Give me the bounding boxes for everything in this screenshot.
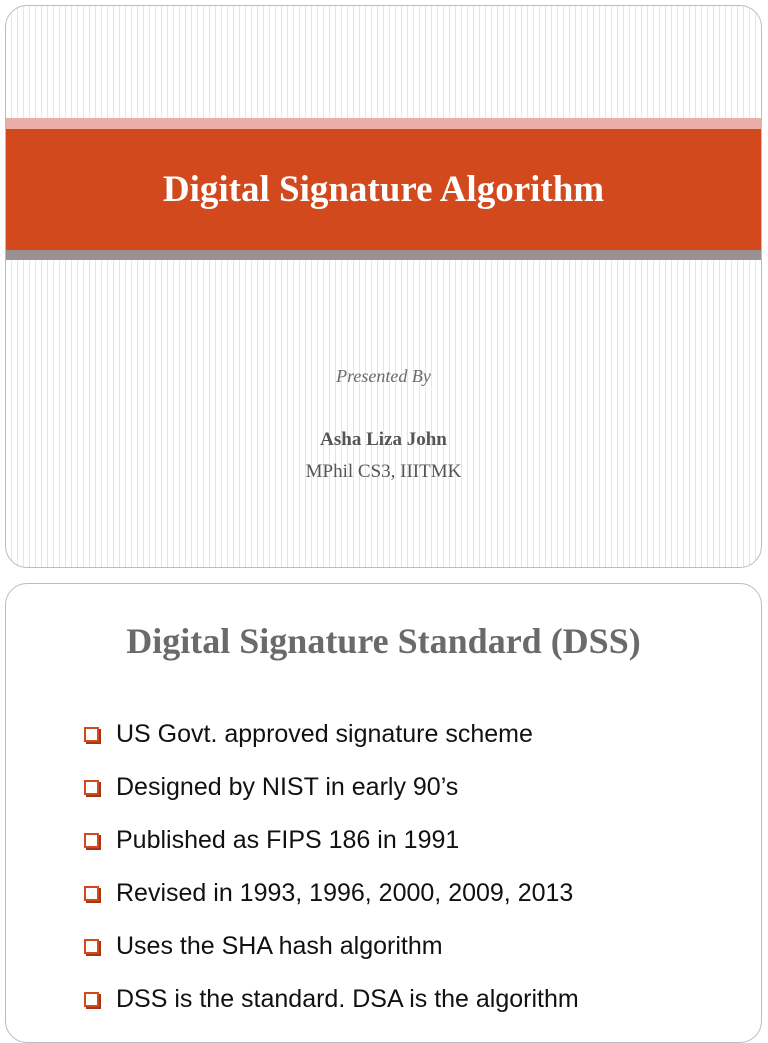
title-band [6,129,761,250]
title-band-bottom-stripe [6,250,761,260]
presented-by-label: Presented By [336,366,431,386]
bullet-item [84,814,579,867]
slide-title: Digital Signature Algorithm [162,169,605,210]
bullet-text: US Govt. approved signature scheme [116,720,533,748]
bullet-item [84,920,579,973]
bullet-item [84,973,579,1026]
bullet-item [84,867,579,920]
content-slide [5,583,762,1043]
hollow-square-bullet-icon [84,939,99,954]
author-name: Asha Liza John [320,429,447,450]
bullet-item [84,708,579,761]
bullet-list [84,708,579,1026]
bullet-text: Uses the SHA hash algorithm [116,932,443,960]
title-slide [5,5,762,568]
bullet-item [84,761,579,814]
hollow-square-bullet-icon [84,727,99,742]
hollow-square-bullet-icon [84,886,99,901]
slide-heading: Digital Signature Standard (DSS) [126,621,641,661]
bullet-text: Revised in 1993, 1996, 2000, 2009, 2013 [116,879,574,907]
hollow-square-bullet-icon [84,992,99,1007]
hollow-square-bullet-icon [84,833,99,848]
bullet-text: Designed by NIST in early 90’s [116,773,459,801]
bullet-text: DSS is the standard. DSA is the algorithm [116,985,579,1013]
bullet-text: Published as FIPS 186 in 1991 [116,826,460,854]
hollow-square-bullet-icon [84,780,99,795]
author-affiliation: MPhil CS3, IIITMK [305,461,462,482]
title-band-top-stripe [6,118,761,129]
